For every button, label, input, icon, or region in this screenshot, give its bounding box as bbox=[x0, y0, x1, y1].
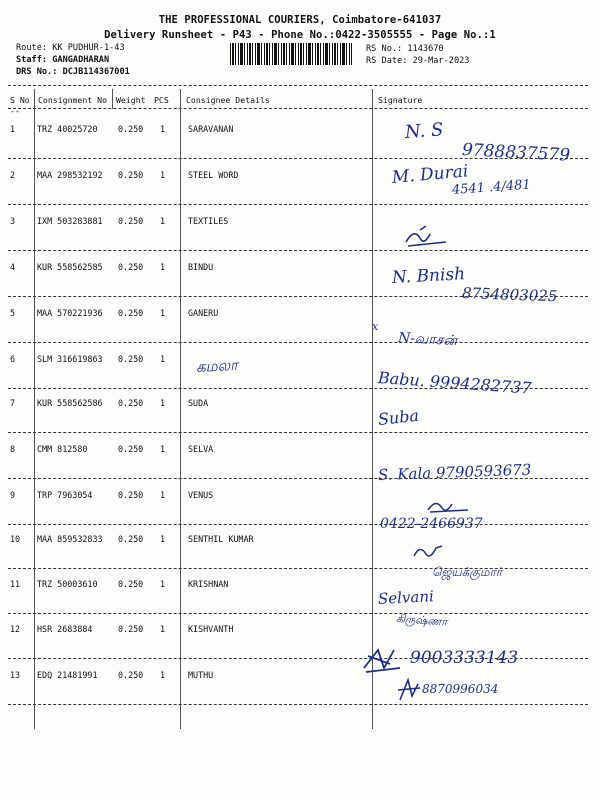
row-weight: 0.250 bbox=[118, 262, 144, 272]
row-consignment-no: MAA 298532192 bbox=[37, 170, 103, 180]
signature-handwriting: N. S bbox=[404, 119, 445, 143]
row-sno: 4 bbox=[10, 262, 16, 272]
row-consignment-no: IXM 503283881 bbox=[37, 216, 103, 226]
col-weight: Weight bbox=[116, 95, 146, 105]
column-rule bbox=[112, 89, 113, 109]
company-title: THE PROFESSIONAL COURIERS, Coimbatore-641037 bbox=[158, 14, 442, 26]
signature-handwriting: N-வாசன் bbox=[397, 330, 458, 350]
row-consignment-no: KUR 558562585 bbox=[37, 262, 103, 272]
phone-handwriting: 8754803025 bbox=[461, 284, 558, 306]
header-divider bbox=[8, 85, 588, 86]
staff-label: Staff: GANGADHARAN bbox=[16, 55, 110, 65]
col-sno: S No bbox=[10, 95, 30, 105]
phone-handwriting: 9003333143 bbox=[410, 648, 519, 668]
scribble-signature bbox=[394, 674, 424, 704]
runsheet-subtitle: Delivery Runsheet - P43 - Phone No.:0422-3505555 - Page No.:1 bbox=[104, 29, 496, 41]
row-sno: 12 bbox=[10, 624, 21, 634]
row-consignment-no: MAA 859532833 bbox=[37, 534, 103, 544]
column-rule bbox=[180, 89, 181, 729]
signature-handwriting: Babu. 9994282737 bbox=[377, 368, 533, 398]
row-sno: 6 bbox=[10, 354, 16, 364]
row-sno: 8 bbox=[10, 444, 16, 454]
signature-handwriting: Selvani bbox=[377, 587, 435, 608]
row-pcs: 1 bbox=[160, 216, 166, 226]
row-consignee: BINDU bbox=[188, 262, 214, 272]
row-pcs: 1 bbox=[160, 124, 166, 134]
signature-handwriting: 4541 .4/481 bbox=[451, 177, 532, 198]
row-divider bbox=[8, 524, 588, 525]
row-weight: 0.250 bbox=[118, 170, 144, 180]
signature-handwriting: ஜெயக்குமார் bbox=[432, 565, 503, 579]
row-consignee: SENTHIL KUMAR bbox=[188, 534, 254, 544]
row-pcs: 1 bbox=[160, 624, 166, 634]
row-consignment-no: KUR 558562586 bbox=[37, 398, 103, 408]
row-weight: 0.250 bbox=[118, 308, 144, 318]
row-consignee: KISHVANTH bbox=[188, 624, 234, 634]
row-consignee: SARAVANAN bbox=[188, 124, 234, 134]
row-consignment-no: SLM 316619863 bbox=[37, 354, 103, 364]
rs-number: RS No.: 1143670 bbox=[366, 44, 444, 54]
row-divider bbox=[8, 342, 588, 343]
row-divider bbox=[8, 704, 588, 705]
row-pcs: 1 bbox=[160, 534, 166, 544]
signature-handwriting: கமலா bbox=[195, 355, 239, 376]
scribble-signature bbox=[410, 540, 450, 564]
row-consignee: STEEL WORD bbox=[188, 170, 239, 180]
row-divider bbox=[8, 613, 588, 614]
signature-handwriting: M. Durai bbox=[391, 161, 470, 188]
phone-handwriting: 8870996034 bbox=[422, 682, 499, 696]
row-consignee: SUDA bbox=[188, 398, 209, 408]
signature-handwriting: Suba bbox=[377, 405, 420, 429]
col-consignment: Consignment No bbox=[38, 95, 108, 105]
row-consignment-no: MAA 570221936 bbox=[37, 308, 103, 318]
row-sno: 13 bbox=[10, 670, 21, 680]
row-sno: 2 bbox=[10, 170, 16, 180]
row-consignee: VENUS bbox=[188, 490, 214, 500]
row-divider bbox=[8, 250, 588, 251]
row-sno: 9 bbox=[10, 490, 16, 500]
scribble-signature bbox=[400, 222, 460, 252]
signature-handwriting: N. Bnish bbox=[391, 264, 466, 288]
row-sno: 7 bbox=[10, 398, 16, 408]
row-consignee: GANERU bbox=[188, 308, 219, 318]
row-consignment-no: EDQ 21481991 bbox=[37, 670, 98, 680]
mark-handwriting: x bbox=[372, 320, 379, 333]
col-pcs: PCS bbox=[154, 95, 169, 105]
row-pcs: 1 bbox=[160, 262, 166, 272]
col-signature: Signature bbox=[378, 95, 423, 105]
row-consignee: KRISHNAN bbox=[188, 579, 229, 589]
row-weight: 0.250 bbox=[118, 624, 144, 634]
phone-handwriting: 9788837579 bbox=[461, 140, 571, 166]
column-rule bbox=[34, 89, 35, 729]
row-pcs: 1 bbox=[160, 444, 166, 454]
row-pcs: 1 bbox=[160, 398, 166, 408]
row-weight: 0.250 bbox=[118, 490, 144, 500]
row-pcs: 1 bbox=[160, 170, 166, 180]
row-weight: 0.250 bbox=[118, 534, 144, 544]
rs-date: RS Date: 29-Mar-2023 bbox=[366, 56, 470, 66]
scribble-signature bbox=[360, 644, 404, 676]
row-sno: 5 bbox=[10, 308, 16, 318]
col-consignee: Consignee Details bbox=[186, 95, 270, 105]
barcode bbox=[230, 43, 352, 65]
drs-number: DRS No.: DCJB114367001 bbox=[16, 67, 130, 77]
row-sno: 10 bbox=[10, 534, 21, 544]
row-divider bbox=[8, 432, 588, 433]
row-weight: 0.250 bbox=[118, 670, 144, 680]
row-pcs: 1 bbox=[160, 354, 166, 364]
row-consignment-no: CMM 812580 bbox=[37, 444, 88, 454]
signature-handwriting: கிருஷ்ணா bbox=[395, 612, 448, 629]
row-consignee: SELVA bbox=[188, 444, 214, 454]
row-sno: 3 bbox=[10, 216, 16, 226]
route-label: Route: KK PUDHUR-1-43 bbox=[16, 43, 125, 53]
row-consignee: MUTHU bbox=[188, 670, 214, 680]
row-pcs: 1 bbox=[160, 490, 166, 500]
row-pcs: 1 bbox=[160, 308, 166, 318]
row-consignee: TEXTILES bbox=[188, 216, 229, 226]
scribble-signature bbox=[424, 496, 474, 516]
row-weight: 0.250 bbox=[118, 216, 144, 226]
row-sno: 1 bbox=[10, 124, 16, 134]
row-consignment-no: TRZ 40025720 bbox=[37, 124, 98, 134]
row-pcs: 1 bbox=[160, 579, 166, 589]
column-rule bbox=[372, 89, 373, 729]
row-weight: 0.250 bbox=[118, 579, 144, 589]
row-consignment-no: HSR 2683884 bbox=[37, 624, 93, 634]
row-weight: 0.250 bbox=[118, 124, 144, 134]
row-pcs: 1 bbox=[160, 670, 166, 680]
row-divider bbox=[8, 204, 588, 205]
phone-handwriting: 0422-2466937 bbox=[380, 516, 483, 532]
col-sno-continuation: -- bbox=[10, 106, 20, 116]
row-consignment-no: TRP 7963054 bbox=[37, 490, 93, 500]
signature-handwriting: S. Kala 9790593673 bbox=[377, 460, 532, 484]
row-sno: 11 bbox=[10, 579, 21, 589]
row-weight: 0.250 bbox=[118, 354, 144, 364]
row-consignment-no: TRZ 50003610 bbox=[37, 579, 98, 589]
row-weight: 0.250 bbox=[118, 398, 144, 408]
header-bottom-divider bbox=[8, 108, 588, 109]
row-weight: 0.250 bbox=[118, 444, 144, 454]
